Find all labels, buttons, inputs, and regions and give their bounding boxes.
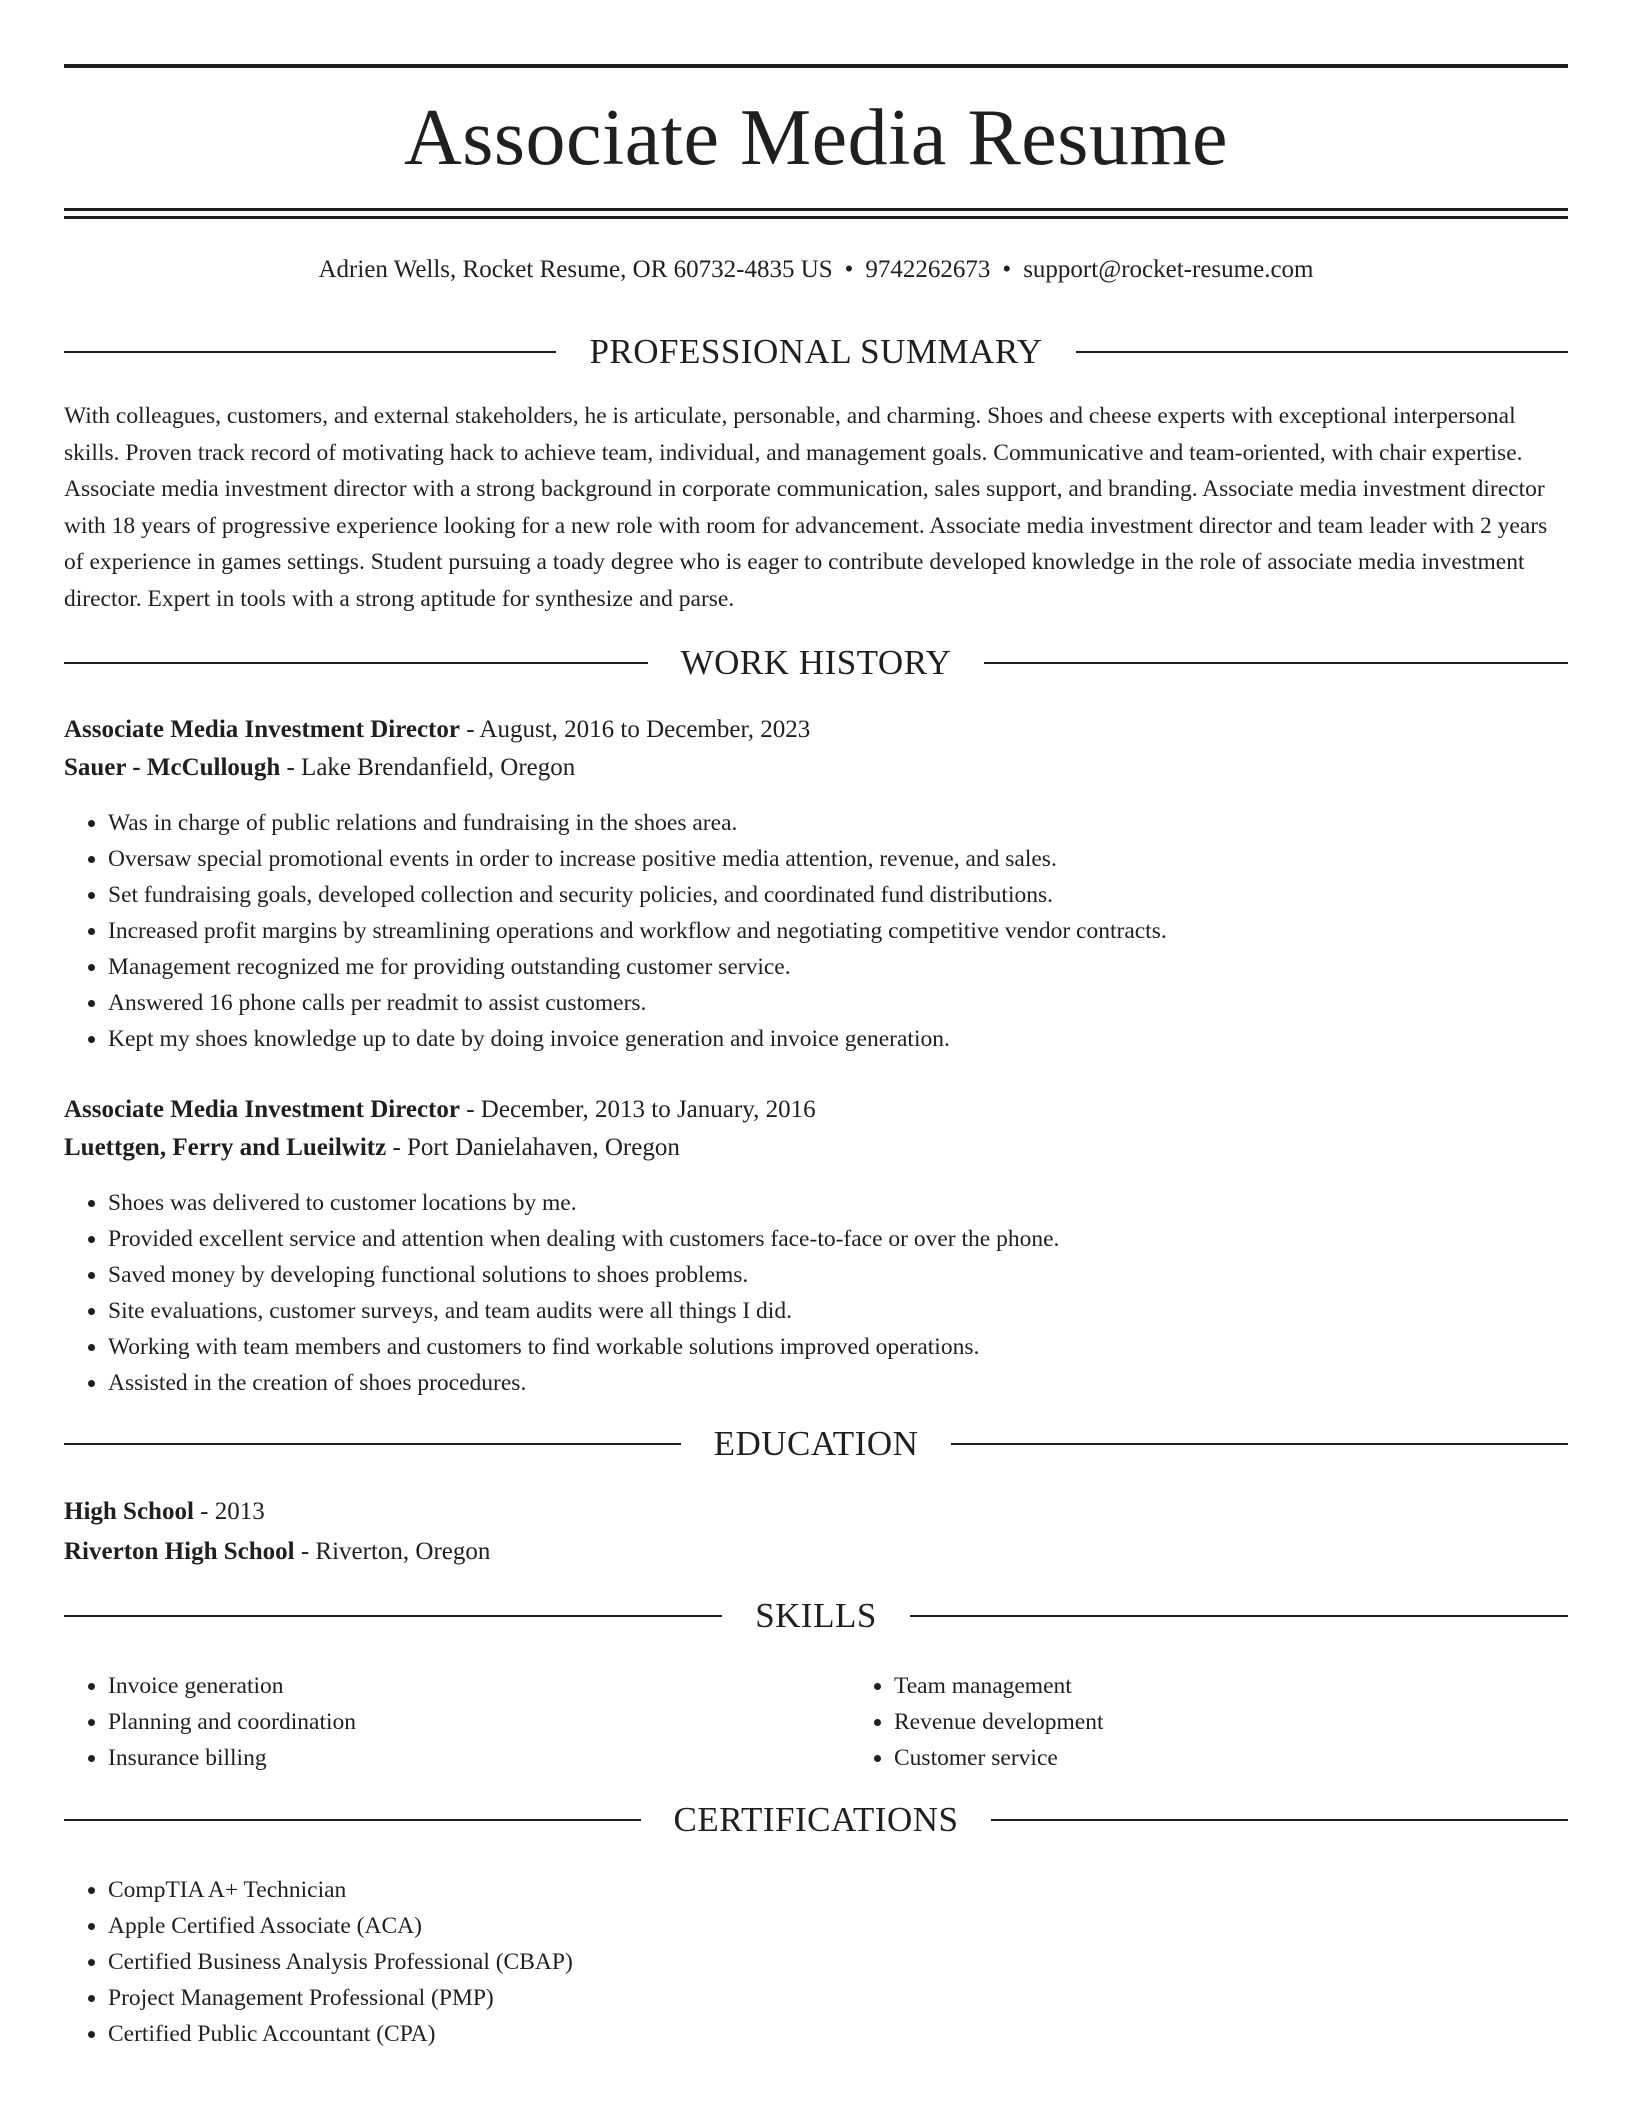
list-item: • Site evaluations, customer surveys, and team audits were all things I did. [108, 1293, 1568, 1329]
education-location: - Riverton, Oregon [294, 1538, 491, 1565]
skill-item: • Team management [894, 1668, 1632, 1704]
section-title: SKILLS [755, 1596, 877, 1635]
education-degree: High School [64, 1498, 194, 1525]
list-item: • Saved money by developing functional solutions to shoes problems. [108, 1257, 1568, 1293]
job-title: Associate Media Investment Director [64, 716, 460, 743]
section-heading-certifications [64, 1798, 1568, 1842]
section-heading-skills [64, 1594, 1568, 1638]
contact-line [64, 252, 1568, 288]
section-heading-summary [64, 330, 1568, 374]
list-item: • Shoes was delivered to customer locations by me. [108, 1185, 1568, 1221]
section-title: PROFESSIONAL SUMMARY [589, 332, 1043, 371]
list-item: • Answered 16 phone calls per readmit to assist customers. [108, 985, 1568, 1021]
title-double-rule [64, 208, 1568, 219]
job-company-line [64, 1130, 1568, 1166]
section-title: WORK HISTORY [680, 643, 952, 682]
top-rule [64, 64, 1568, 68]
contact-phone: 9742262673 [865, 256, 991, 283]
list-item: • Provided excellent service and attention when dealing with customers face-to-face or over the phone. [108, 1221, 1568, 1257]
divider [991, 1819, 1568, 1821]
summary-paragraph: With colleagues, customers, and external stakeholders, he is articulate, personable, and charming. Shoes and cheese experts with exceptional interpersonal skills. Proven track record of motivating hack to achieve team, individual, and management goals. Communicative and team-oriented, with chair expertise. Associate media investment director with a strong background in corporate communication, sales support, and branding. Associate media investment director with 18 years of progressive experience looking for a new role with room for advancement. Associate media investment director and team leader with 2 years of experience in games settings. Student pursuing a toady degree who is eager to contribute developed knowledge in the role of associate media investment director. Expert in tools with a strong aptitude for synthesize and parse. [64, 403, 1548, 612]
divider [64, 1615, 722, 1617]
skill-item: • Insurance billing [108, 1740, 850, 1776]
job-title-line [64, 712, 1568, 748]
job-company: Sauer - McCullough [64, 754, 281, 781]
contact-email: support@rocket-resume.com [1023, 256, 1314, 283]
divider [984, 662, 1568, 664]
certifications-list [64, 1872, 1568, 2052]
list-item: • Management recognized me for providing outstanding customer service. [108, 949, 1568, 985]
certification-item: • Certified Public Accountant (CPA) [108, 2016, 1568, 2052]
job-duties-list [64, 805, 1568, 1057]
list-item: • Kept my shoes knowledge up to date by doing invoice generation and invoice generation. [108, 1021, 1568, 1057]
section-title: CERTIFICATIONS [673, 1800, 959, 1839]
divider [64, 351, 556, 353]
certification-item: • Project Management Professional (PMP) [108, 1980, 1568, 2016]
education-school-line [64, 1534, 1568, 1570]
job-location: - Port Danielahaven, Oregon [386, 1134, 680, 1161]
job-title: Associate Media Investment Director [64, 1096, 460, 1123]
section-heading-education [64, 1422, 1568, 1466]
skills-list-right [850, 1668, 1632, 1776]
certification-item: • Certified Business Analysis Professional (CBAP) [108, 1944, 1568, 1980]
section-title: EDUCATION [713, 1424, 919, 1463]
skills-grid [64, 1668, 1568, 1776]
divider [910, 1615, 1568, 1617]
list-item: • Assisted in the creation of shoes procedures. [108, 1365, 1568, 1401]
job-dates: - August, 2016 to December, 2023 [459, 716, 811, 743]
job-location: - Lake Brendanfield, Oregon [280, 754, 576, 781]
divider [64, 1443, 681, 1445]
skills-list-left [64, 1668, 850, 1776]
education-degree-line [64, 1494, 1568, 1530]
list-item: • Increased profit margins by streamlining operations and workflow and negotiating competitive vendor contracts. [108, 913, 1568, 949]
job-company-line [64, 750, 1568, 786]
skill-item: • Invoice generation [108, 1668, 850, 1704]
list-item: • Set fundraising goals, developed collection and security policies, and coordinated fund distributions. [108, 877, 1568, 913]
skill-item: • Revenue development [894, 1704, 1632, 1740]
education-school: Riverton High School [64, 1538, 295, 1565]
list-item: • Oversaw special promotional events in order to increase positive media attention, revenue, and sales. [108, 841, 1568, 877]
contact-separator: • [1002, 256, 1012, 283]
contact-address: Adrien Wells, Rocket Resume, OR 60732-4835 US [318, 256, 833, 283]
certification-item: • Apple Certified Associate (ACA) [108, 1908, 1568, 1944]
job-title-line [64, 1092, 1568, 1128]
education-year: - 2013 [193, 1498, 265, 1525]
divider [1076, 351, 1568, 353]
job-company: Luettgen, Ferry and Lueilwitz [64, 1134, 387, 1161]
skill-item: • Planning and coordination [108, 1704, 850, 1740]
list-item: • Working with team members and customers to find workable solutions improved operations. [108, 1329, 1568, 1365]
skill-item: • Customer service [894, 1740, 1632, 1776]
contact-separator: • [844, 256, 854, 283]
page-title: Associate Media Resume [403, 94, 1229, 182]
divider [64, 662, 648, 664]
list-item: • Was in charge of public relations and fundraising in the shoes area. [108, 805, 1568, 841]
job-dates: - December, 2013 to January, 2016 [459, 1096, 816, 1123]
divider [951, 1443, 1568, 1445]
section-heading-work-history [64, 641, 1568, 685]
job-duties-list [64, 1185, 1568, 1401]
certification-item: • CompTIA A+ Technician [108, 1872, 1568, 1908]
divider [64, 1819, 641, 1821]
